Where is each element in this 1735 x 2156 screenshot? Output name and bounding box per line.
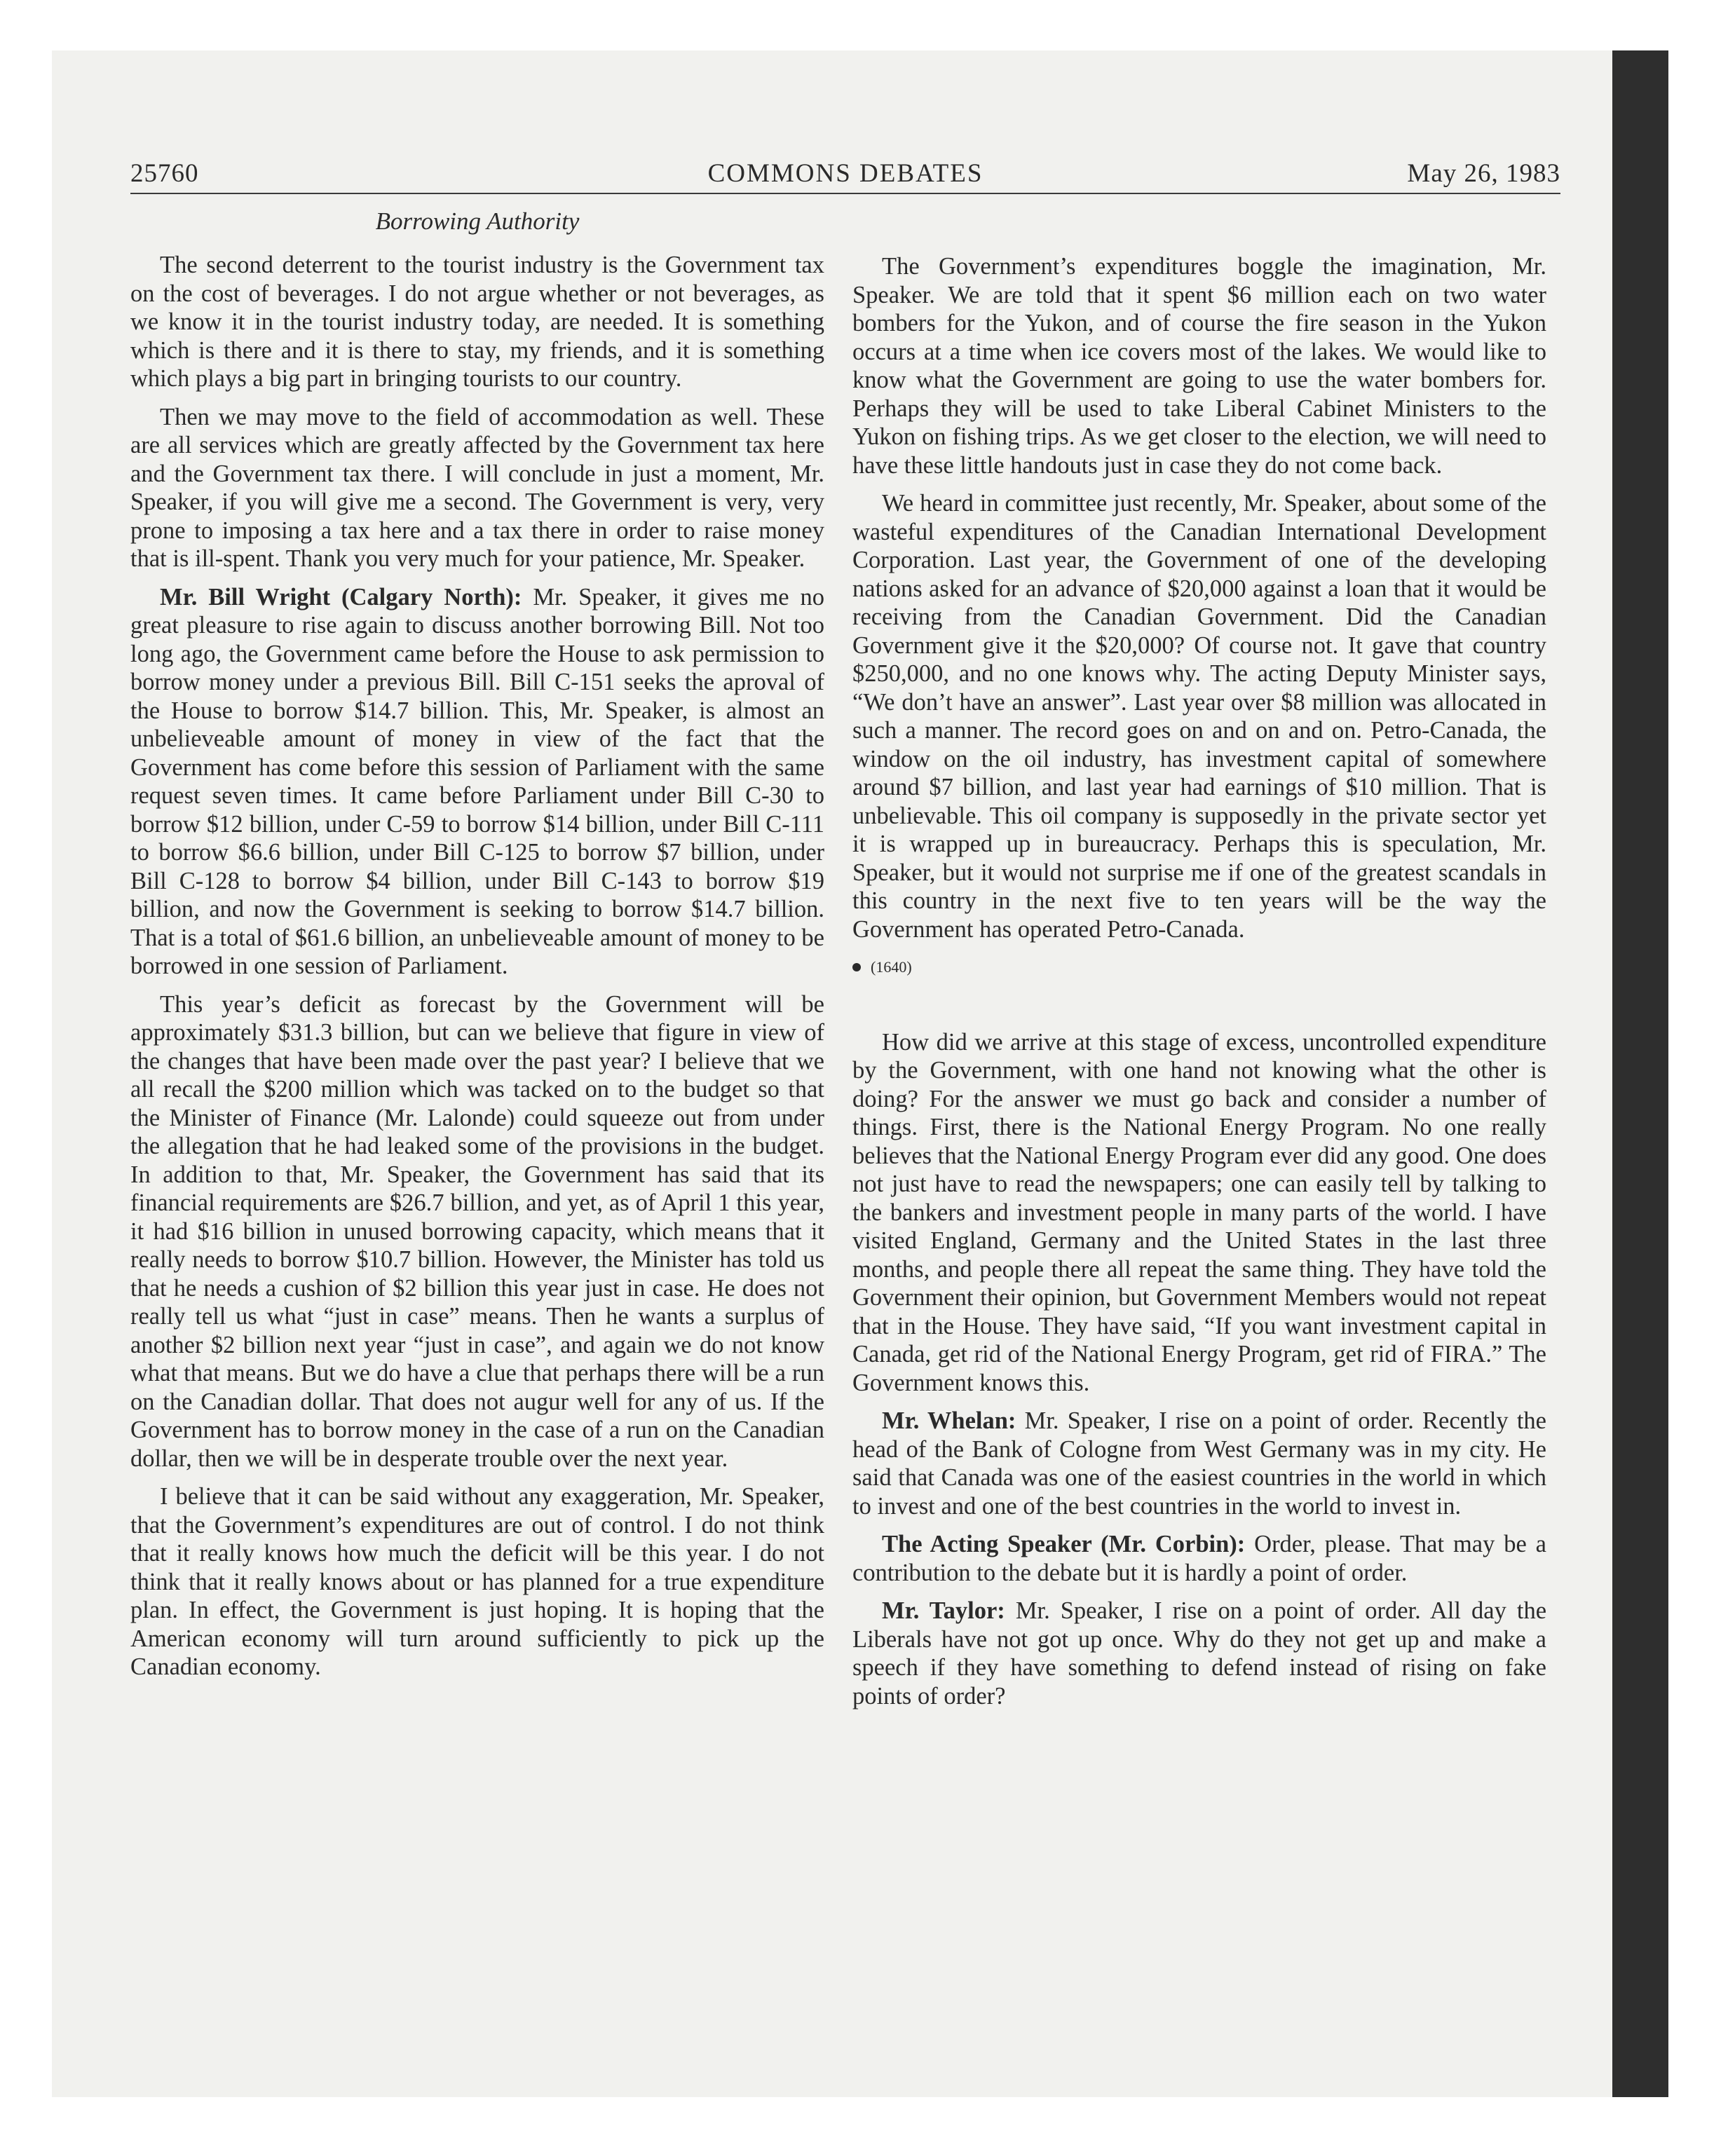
- paragraph: Mr. Bill Wright (Calgary North): Mr. Speaker, it gives me no great pleasure to rise again to discuss another borrowing Bill. Not too long ago, the Government came before the House to ask permission to borrow money under a previous Bill. Bill C-151 seeks the aproval of the House to borrow $14.7 billion. This, Mr. Speaker, is almost an unbelieveable amount of money in view of the fact that the Government has come before this session of Parliament with the same request seven times. It came before Parliament under Bill C-30 to borrow $12 billion, under C-59 to borrow $14 billion, under Bill C-111 to borrow $6.6 billion, under Bill C-125 to borrow $7 billion, under Bill C-128 to borrow $4 billion, under Bill C-143 to borrow $19 billion, and now the Government is seeking to borrow $14.7 billion. That is a total of $61.6 billion, an unbelieveable amount of money to be borrowed in one session of Parliament.: [130, 583, 824, 979]
- page-number: 25760: [130, 159, 199, 188]
- page-header: [130, 158, 1560, 193]
- speaker-name: The Acting Speaker (Mr. Corbin):: [882, 1531, 1246, 1557]
- paragraph: This year’s deficit as forecast by the Government will be approximately $31.3 billion, but can we believe that figure in view of the changes that have been made over the past year? I believe that we all recall the $200 million which was tacked on to the budget so that the Minister of Finance (Mr. Lalonde) could squeeze out from under the allegation that he had leaked some of the provisions in the budget. In addition to that, Mr. Speaker, the Government has said that its financial requirements are $26.7 billion, and yet, as of April 1 this year, it had $16 billion in unused borrowing capacity, which means that it really needs to borrow $10.7 billion. However, the Minister has told us that he needs a cushion of $2 billion this year just in case. He does not really tell us what “just in case” means. Then he wants a surplus of another $2 billion next year “just in case”, and again we do not know what that means. But we do have a clue that perhaps there will be a run on the Canadian dollar. That does not augur well for any of us. If the Government has to borrow money in the case of a run on the Canadian dollar, then we will be in desperate trouble over the next year.: [130, 990, 824, 1472]
- publication-date: May 26, 1983: [1407, 159, 1560, 188]
- left-column: [130, 251, 824, 1691]
- right-column: [852, 252, 1546, 1720]
- paragraph: Then we may move to the field of accommodation as well. These are all services which are greatly affected by the Government tax here and the Government tax there. I will conclude in just a moment, Mr. Speaker, if you will give me a second. The Government is very, very prone to imposing a tax here and a tax there in order to raise money that is ill-spent. Thank you very much for your patience, Mr. Speaker.: [130, 403, 824, 572]
- paragraph: The Government’s expenditures boggle the imagination, Mr. Speaker. We are told that it spent $6 million each on two water bombers for the Yukon, and of course the fire season in the Yukon occurs at a time when ice covers most of the lakes. We would like to know what the Government are going to use the water bombers for. Perhaps they will be used to take Liberal Cabinet Ministers to the Yukon on fishing trips. As we get closer to the election, we will need to have these little handouts just in case they do not come back.: [852, 253, 1546, 479]
- time-marker-label: (1640): [871, 958, 912, 976]
- time-marker: [852, 953, 1546, 982]
- paragraph: The Acting Speaker (Mr. Corbin): Order, please. That may be a contribution to the debate but it is hardly a point of order.: [852, 1531, 1546, 1586]
- paragraph: Mr. Taylor: Mr. Speaker, I rise on a point of order. All day the Liberals have not got up once. Why do they not get up and make a speech if they have something to defend instead of rising on fake points of order?: [852, 1597, 1547, 1710]
- section-title: Borrowing Authority: [375, 207, 580, 235]
- speaker-name: Mr. Taylor:: [882, 1597, 1005, 1624]
- paragraph: We heard in committee just recently, Mr. Speaker, about some of the wasteful expenditures of the Canadian International Development Corporation. Last year, the Government of one of the developing nations asked for an advance of $20,000 against a loan that it would be receiving from the Canadian Government. Did the Canadian Government give it the $20,000? Of course not. It gave that country $250,000, and no one knows why. The acting Deputy Minister says, “We don’t have an answer”. Last year over $8 million was allocated in such a manner. The record goes on and on and on. Petro-Canada, the window on the oil industry, has investment capital of somewhere around $7 billion, and last year had earnings of $10 million. That is unbelievable. This oil company is supposedly in the private sector yet it is wrapped up in bureaucracy. Perhaps this is speculation, Mr. Speaker, but it would not surprise me if one of the greatest scandals in this country in the next five to ten years will be the way the Government has operated Petro-Canada.: [852, 490, 1546, 943]
- paragraph: Mr. Whelan: Mr. Speaker, I rise on a point of order. Recently the head of the Bank of Cologne from West Germany was in my city. He said that Canada was one of the easiest countries in the world in which to invest and one of the best countries in the world to invest in.: [852, 1407, 1546, 1520]
- publication-title: COMMONS DEBATES: [707, 159, 984, 188]
- speaker-name: Mr. Bill Wright (Calgary North):: [160, 583, 522, 610]
- header-rule: [130, 193, 1560, 194]
- bullet-icon: [852, 963, 861, 971]
- paragraph: How did we arrive at this stage of excess, uncontrolled expenditure by the Government, with one hand not knowing what the other is doing? For the answer we must go back and consider a number of things. First, there is the National Energy Program. No one really believes that the National Energy Program ever did any good. One does not just have to read the newspapers; one can easily tell by talking to the bankers and investment people in many parts of the world. I have visited England, Germany and the United States in the last three months, and people there all repeat the same thing. They have told the Government their opinion, but Government Members would not repeat that in the House. They have said, “If you want investment capital in Canada, get rid of the National Energy Program, get rid of FIRA.” The Government knows this.: [852, 1028, 1547, 1396]
- speaker-name: Mr. Whelan:: [882, 1407, 1016, 1434]
- scan-edge-shadow: [1612, 50, 1668, 2097]
- paragraph: I believe that it can be said without any exaggeration, Mr. Speaker, that the Government’s expenditures are out of control. I do not think that it really knows how much the deficit will be this year. I do not think that it really knows about or has planned for a true expenditure plan. In effect, the Government is just hoping. It is hoping that the American economy will turn around sufficiently to pick up the Canadian economy.: [130, 1483, 824, 1680]
- paragraph: The second deterrent to the tourist industry is the Government tax on the cost of beverages. I do not argue whether or not beverages, as we know it in the tourist industry today, are needed. It is something which is there and it is there to stay, my friends, and it is something which plays a big part in bringing tourists to our country.: [130, 252, 824, 392]
